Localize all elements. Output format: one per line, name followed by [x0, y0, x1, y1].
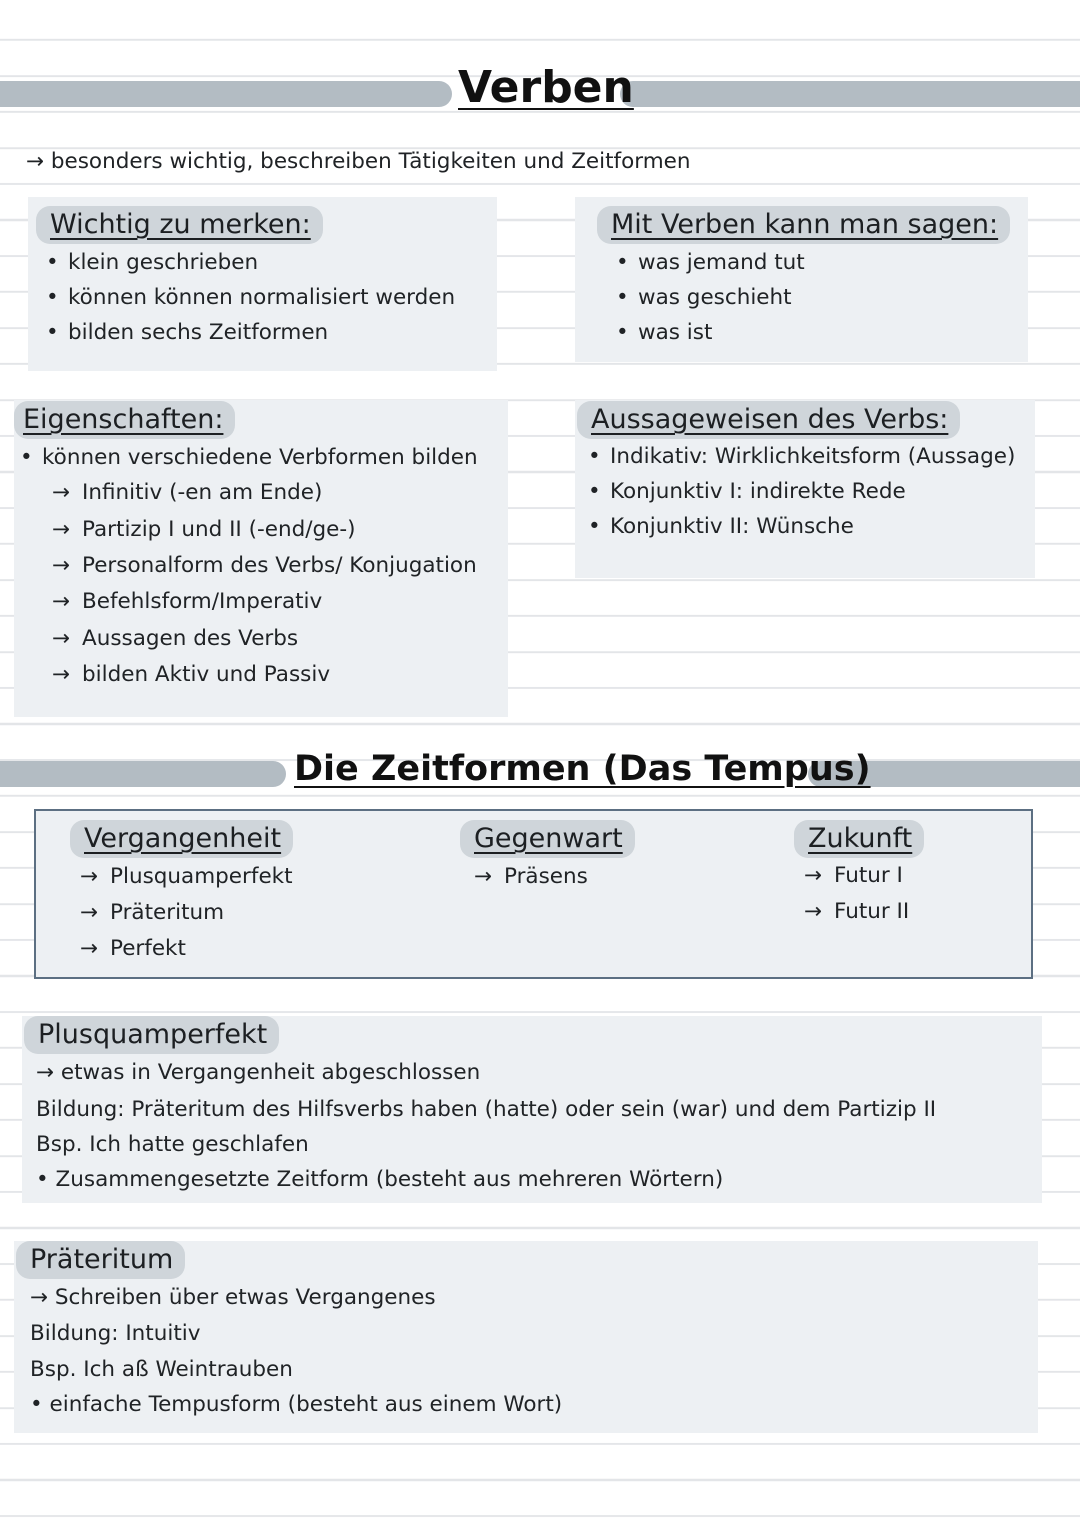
- gegenwart-heading: Gegenwart: [460, 820, 635, 858]
- intro-text: → besonders wichtig, beschreiben Tätigkeiten und Zeitformen: [26, 149, 691, 174]
- bullet-icon: •: [46, 250, 59, 275]
- arrow-right-icon: →: [52, 662, 71, 687]
- plusquamperfekt-line: Bildung: Präteritum des Hilfsverbs haben (hatte) oder sein (war) und dem Partizip II: [36, 1097, 937, 1122]
- vergangenheit-heading: Vergangenheit: [70, 820, 293, 858]
- bullet-icon: •: [616, 320, 629, 345]
- eigenschaften-main: • können verschiedene Verbformen bilden: [20, 443, 478, 473]
- eigenschaften-sub: → Personalform des Verbs/ Konjugation: [52, 551, 477, 581]
- arrow-right-icon: →: [52, 626, 71, 651]
- eigenschaften-sub: → Befehlsform/Imperativ: [52, 587, 322, 617]
- title-bar-right: [620, 81, 1080, 107]
- plusquamperfekt-line: Bsp. Ich hatte geschlafen: [36, 1132, 309, 1157]
- arrow-right-icon: →: [804, 899, 823, 924]
- aussage-heading: Aussageweisen des Verbs:: [577, 401, 960, 439]
- arrow-right-icon: →: [474, 864, 493, 889]
- aussage-item: • Indikativ: Wirklichkeitsform (Aussage): [588, 442, 1015, 472]
- sagen-item: • was jemand tut: [616, 248, 805, 278]
- arrow-right-icon: →: [80, 936, 99, 961]
- zukunft-item: → Futur II: [804, 897, 909, 927]
- bullet-icon: •: [588, 514, 601, 539]
- arrow-right-icon: →: [80, 864, 99, 889]
- eigenschaften-sub: → Infinitiv (-en am Ende): [52, 478, 322, 508]
- bullet-icon: •: [588, 479, 601, 504]
- page-title: Verben: [458, 62, 634, 113]
- zukunft-heading: Zukunft: [794, 820, 924, 858]
- plusquamperfekt-line: → etwas in Vergangenheit abgeschlossen: [36, 1060, 481, 1085]
- sagen-item: • was ist: [616, 318, 712, 348]
- eigenschaften-sub: → bilden Aktiv und Passiv: [52, 660, 330, 690]
- gegenwart-item: → Präsens: [474, 862, 588, 892]
- bullet-icon: •: [616, 250, 629, 275]
- arrow-right-icon: →: [52, 589, 71, 614]
- vergangenheit-item: → Plusquamperfekt: [80, 862, 293, 892]
- merken-item: • bilden sechs Zeitformen: [46, 318, 328, 348]
- praeteritum-heading: Präteritum: [16, 1241, 185, 1279]
- praeteritum-line: Bildung: Intuitiv: [30, 1321, 201, 1346]
- eigenschaften-sub: → Partizip I und II (-end/ge-): [52, 515, 356, 545]
- plusquamperfekt-line: • Zusammengesetzte Zeitform (besteht aus mehreren Wörtern): [36, 1167, 724, 1192]
- merken-item: • können können normalisiert werden: [46, 283, 455, 313]
- aussage-item: • Konjunktiv II: Wünsche: [588, 512, 854, 542]
- vergangenheit-item: → Präteritum: [80, 898, 224, 928]
- zeitformen-bar-left: [0, 761, 286, 787]
- zukunft-item: → Futur I: [804, 861, 903, 891]
- aussage-item: • Konjunktiv I: indirekte Rede: [588, 477, 906, 507]
- zeitformen-title: Die Zeitformen (Das Tempus): [294, 749, 871, 789]
- praeteritum-line: Bsp. Ich aß Weintrauben: [30, 1357, 293, 1382]
- vergangenheit-item: → Perfekt: [80, 934, 186, 964]
- sagen-heading: Mit Verben kann man sagen:: [597, 206, 1010, 244]
- bullet-icon: •: [46, 285, 59, 310]
- bullet-icon: •: [20, 445, 33, 470]
- eigenschaften-heading: Eigenschaften:: [14, 401, 235, 439]
- arrow-right-icon: →: [52, 480, 71, 505]
- bullet-icon: •: [588, 444, 601, 469]
- merken-heading: Wichtig zu merken:: [36, 206, 323, 244]
- arrow-right-icon: →: [52, 553, 71, 578]
- plusquamperfekt-heading: Plusquamperfekt: [24, 1016, 279, 1054]
- sagen-item: • was geschieht: [616, 283, 792, 313]
- eigenschaften-sub: → Aussagen des Verbs: [52, 624, 298, 654]
- merken-item: • klein geschrieben: [46, 248, 258, 278]
- bullet-icon: •: [616, 285, 629, 310]
- praeteritum-line: → Schreiben über etwas Vergangenes: [30, 1285, 436, 1310]
- title-bar-left: [0, 81, 452, 107]
- arrow-right-icon: →: [80, 900, 99, 925]
- arrow-right-icon: →: [804, 863, 823, 888]
- bullet-icon: •: [46, 320, 59, 345]
- arrow-right-icon: →: [52, 517, 71, 542]
- praeteritum-line: • einfache Tempusform (besteht aus einem Wort): [30, 1392, 563, 1417]
